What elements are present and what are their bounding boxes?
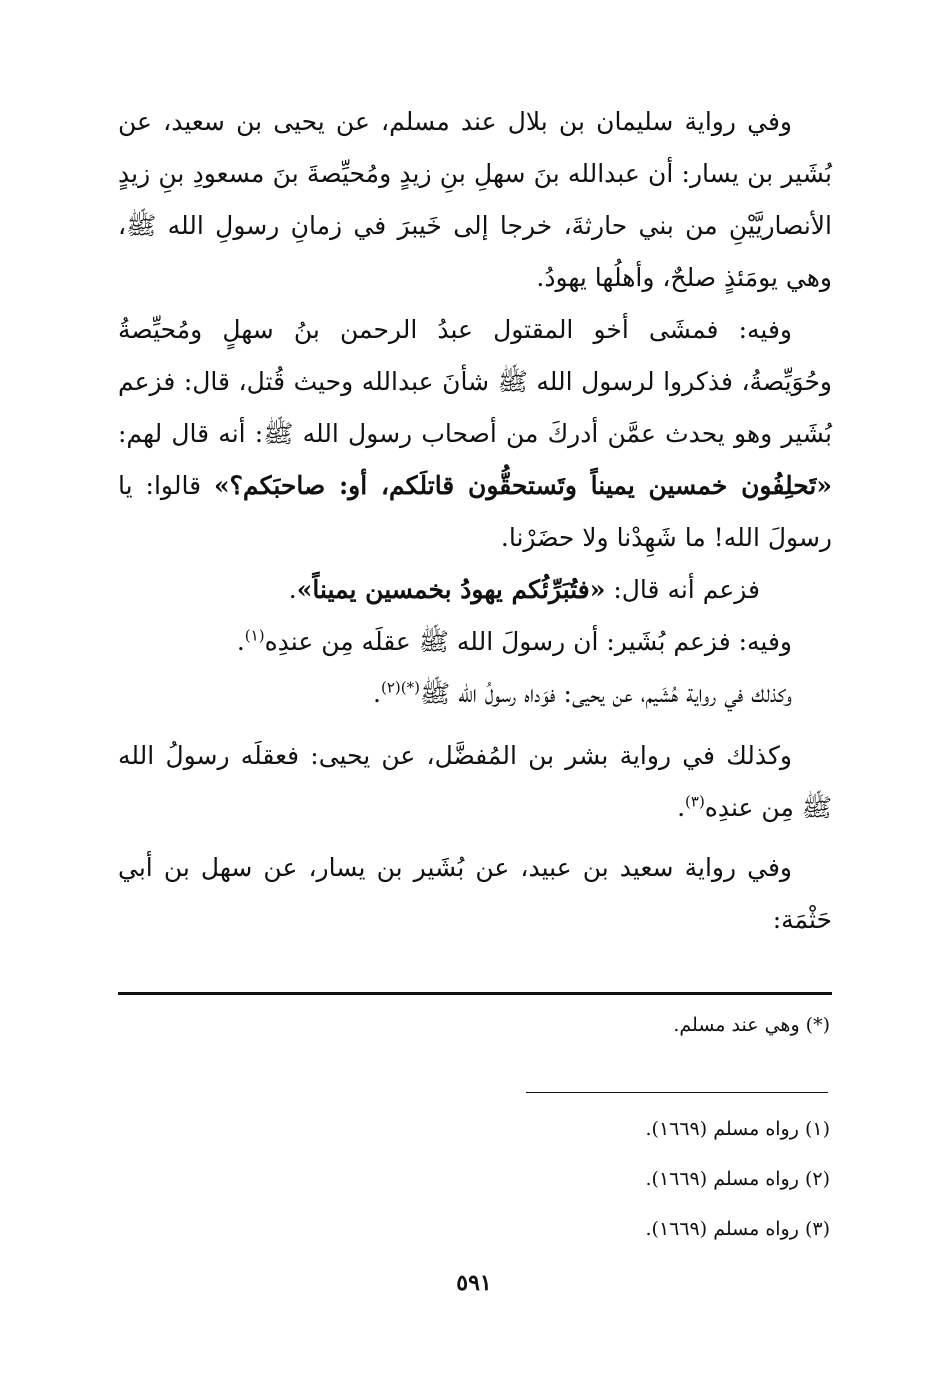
paragraph-6: وكذلك في رواية بشر بن المُفضَّل، عن يحيى: فعقلَه رسولُ الله ﷺ مِن عندِه$^{(٣)}$. [118,741,832,822]
footnote-ref-1: (١) [244,626,265,645]
footnote-2: (٢) رواه مسلم (١٦٦٩). [645,1168,830,1190]
footnotes [116,1104,830,1254]
paragraph-5: وكذلك في رواية هُشَيم، عن يحيى: فوَداه رسولُ الله ﷺ$^{(*)(٢)}$. [373,678,792,708]
footnote-3: (٣) رواه مسلم (١٦٦٩). [645,1218,830,1240]
paragraph-7: وفي رواية سعيد بن عبيد، عن بُشَير بن يسار، عن سهل بن أبي حَثْمَة: [118,853,832,934]
main-divider [118,992,832,995]
footnotes-divider [526,1092,828,1093]
hadith-quote-2: «فتُبَرِّئُكم يهودُ بخمسين يميناً» [296,575,606,604]
paragraph-2: وفيه: فمشَى أخو المقتول عبدُ الرحمن بنُ سهلٍ ومُحيِّصةُ وحُوَيِّصةُ، فذكروا لرسول الله ﷺ شأنَ عبدالله وحيث قُتل، قال: فزعم بُشَير وهو يحدث عمَّن أدركَ من أصحاب رسول الله ﷺ: أنه قال لهم: «تَحلِفُون خمسين يميناً وتَستحقُّون قاتلَكم، أو: صاحبَكم؟» قالوا: يا رسولَ الله! ما شَهِدْنا ولا حضَرْنا. [118,315,832,552]
footnote-ref-2: (*)(٢) [380,678,420,697]
paragraph-1: وفي رواية سليمان بن بلال عند مسلم، عن يحيى بن سعيد، عن بُشَير بن يسار: أن عبدالله بنَ سهلِ بنِ زيدٍ ومُحيِّصةَ بنَ مسعودِ بنِ زيدٍ الأنصاريَّيْنِ من بني حارثةَ، خرجا إلى خَيبرَ في زمانِ رسولِ الله ﷺ، وهي يومَئذٍ صلحٌ، وأهلُها يهودُ. [118,107,832,292]
hadith-quote-1: «تَحلِفُون خمسين يميناً وتَستحقُّون قاتلَكم، أو: صاحبَكم؟» [214,471,832,500]
paragraph-3: فزعم أنه قال: «فتُبَرِّئُكم يهودُ بخمسين يميناً». [288,575,760,604]
paragraph-4: وفيه: فزعم بُشَير: أن رسولَ الله ﷺ عقلَه مِن عندِه$^{(١)}$. [236,626,792,656]
footnote-ref-3: (٣) [685,792,705,811]
star-note: (*) وهي عند مسلم. [673,1014,830,1036]
footnote-1: (١) رواه مسلم (١٦٦٩). [645,1118,830,1140]
page-number: ٥٩١ [456,1270,492,1296]
main-text [118,96,832,946]
